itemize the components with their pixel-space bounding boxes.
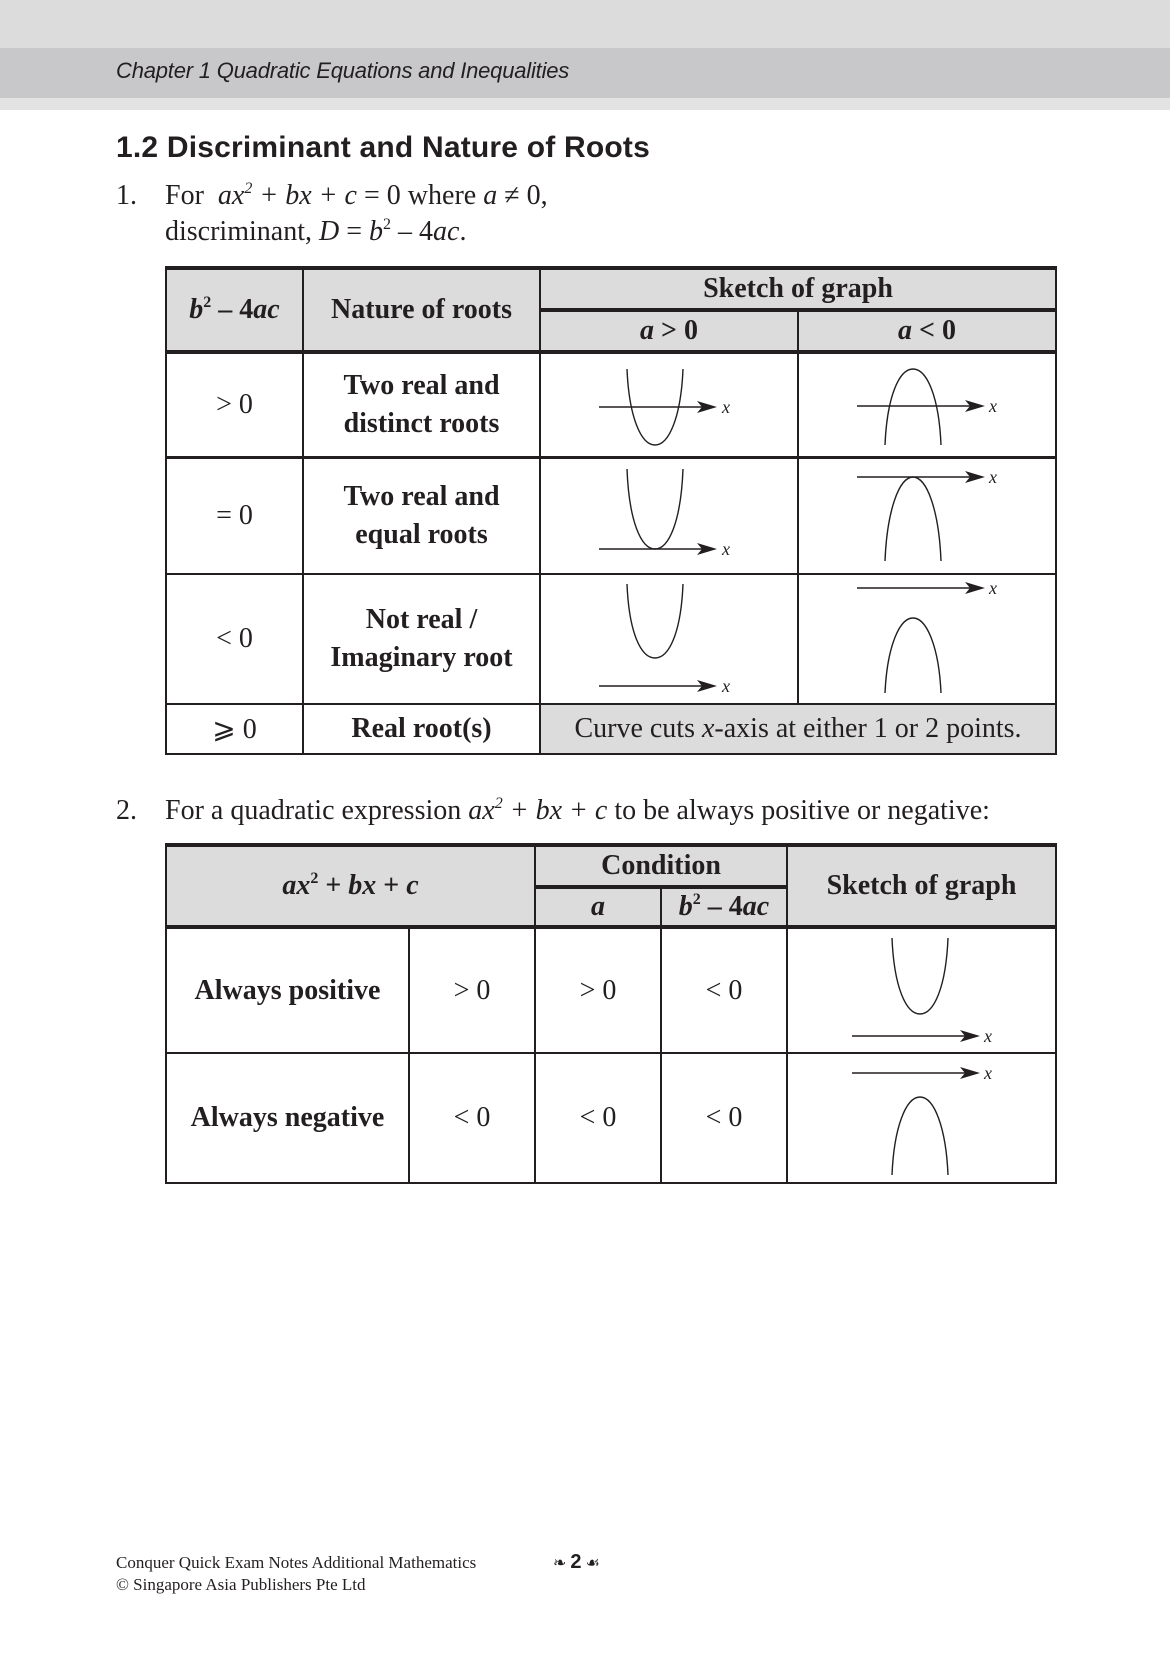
header-divider xyxy=(0,98,1170,110)
sketch-a-positive xyxy=(540,574,798,704)
downward-parabola-two-roots-icon xyxy=(827,357,1027,452)
text: Imaginary root xyxy=(330,642,513,673)
downward-parabola-no-roots-icon xyxy=(827,578,1027,700)
ornament-left-icon: ❧ xyxy=(553,1554,567,1572)
svg-text:x: x xyxy=(722,397,730,418)
header-sketch: Sketch of graph xyxy=(540,268,1056,310)
nature-cell xyxy=(303,574,540,704)
disc-value: > 0 xyxy=(166,352,303,457)
point-1-line-1: For $ax^2$ + bx + c = 0 where a ≠ 0, xyxy=(165,180,548,211)
sign-condition-table xyxy=(165,843,1057,1184)
quadratic-equation: $ax^2$ + bx + c xyxy=(217,180,357,211)
table-row xyxy=(166,704,1056,754)
svg-text:x: x xyxy=(722,538,730,559)
text: distinct roots xyxy=(343,407,500,439)
header-discriminant: $b^2 - 4ac$ xyxy=(166,268,303,352)
point-1-number: 1. xyxy=(116,180,137,211)
text: Not real / xyxy=(365,604,478,635)
condition-disc: < 0 xyxy=(661,1053,787,1183)
copyright: © Singapore Asia Publishers Pte Ltd xyxy=(116,1575,366,1594)
condition-a: < 0 xyxy=(535,1053,661,1183)
header-a-positive: a > 0 xyxy=(540,310,798,352)
sketch-a-negative xyxy=(798,574,1056,704)
quadratic-expression: $ax^2$ + bx + c xyxy=(468,795,608,826)
text: Two real and xyxy=(343,369,500,401)
header-condition-a: a xyxy=(535,887,661,927)
discriminant-table xyxy=(165,266,1057,755)
upward-parabola-two-roots-icon xyxy=(569,357,769,452)
table-row xyxy=(166,927,1056,1053)
nature-cell xyxy=(303,352,540,457)
page-number xyxy=(553,1551,600,1574)
svg-text:x: x xyxy=(983,1063,992,1083)
discriminant-formula: D xyxy=(318,216,340,247)
book-title: Conquer Quick Exam Notes Additional Mathematics xyxy=(116,1553,477,1572)
sketch-a-negative xyxy=(798,352,1056,457)
point-1-line-2: discriminant, $D = b^2 - 4ac$. xyxy=(165,216,467,247)
disc-value: = 0 xyxy=(166,457,303,574)
svg-text:x: x xyxy=(989,466,997,487)
nature-cell: Real root(s) xyxy=(303,704,540,754)
point-2-text xyxy=(165,793,990,829)
downward-parabola-below-axis-icon xyxy=(822,1057,1022,1179)
expression-label: Always positive xyxy=(166,927,409,1053)
table-row xyxy=(166,457,1056,574)
svg-text:x: x xyxy=(722,676,730,696)
table-row xyxy=(166,352,1056,457)
sketch-a-positive xyxy=(540,352,798,457)
disc-value: < 0 xyxy=(166,574,303,704)
disc-value: ⩾ 0 xyxy=(166,704,303,754)
sketch-cell xyxy=(787,927,1056,1053)
header-condition: Condition xyxy=(535,845,787,887)
chapter-title: Chapter 1 Quadratic Equations and Inequalities xyxy=(116,58,570,83)
page-top-band xyxy=(0,0,1170,48)
footer xyxy=(116,1552,476,1596)
table-row xyxy=(166,1053,1056,1183)
text: to be always positive or negative: xyxy=(607,795,990,826)
chapter-header xyxy=(0,48,1170,98)
text: For xyxy=(165,180,211,211)
sketch-a-positive xyxy=(540,457,798,574)
condition-disc: < 0 xyxy=(661,927,787,1053)
header-nature: Nature of roots xyxy=(303,268,540,352)
svg-text:x: x xyxy=(983,1025,992,1046)
header-a-negative: a < 0 xyxy=(798,310,1056,352)
table-row xyxy=(166,574,1056,704)
text: discriminant, xyxy=(165,216,319,247)
header-sketch: Sketch of graph xyxy=(787,845,1056,927)
condition-a: > 0 xyxy=(535,927,661,1053)
svg-text:x: x xyxy=(989,578,997,598)
upward-parabola-no-roots-icon xyxy=(569,578,769,700)
sketch-a-negative xyxy=(798,457,1056,574)
text: equal roots xyxy=(355,518,488,550)
downward-parabola-touching-icon xyxy=(827,461,1027,571)
header-condition-disc: $b^2 - 4ac$ xyxy=(661,887,787,927)
expression-value: < 0 xyxy=(409,1053,535,1183)
expression-label: Always negative xyxy=(166,1053,409,1183)
upward-parabola-above-axis-icon xyxy=(822,932,1022,1050)
page-number-value: 2 xyxy=(570,1551,582,1573)
svg-text:x: x xyxy=(989,396,997,417)
expression-value: > 0 xyxy=(409,927,535,1053)
text: where xyxy=(400,180,484,211)
nature-cell xyxy=(303,457,540,574)
header-expression: $ax^2$ + bx + c xyxy=(166,845,535,927)
upward-parabola-touching-icon xyxy=(569,461,769,571)
text: For a quadratic expression xyxy=(165,795,469,826)
condition: a xyxy=(483,180,498,211)
section-title: 1.2 Discriminant and Nature of Roots xyxy=(116,131,650,164)
curve-note: Curve cuts x-axis at either 1 or 2 points. xyxy=(540,704,1056,754)
ornament-right-icon: ☙ xyxy=(585,1554,600,1572)
sketch-cell xyxy=(787,1053,1056,1183)
text: Two real and xyxy=(343,480,500,512)
point-2-number: 2. xyxy=(116,795,137,826)
